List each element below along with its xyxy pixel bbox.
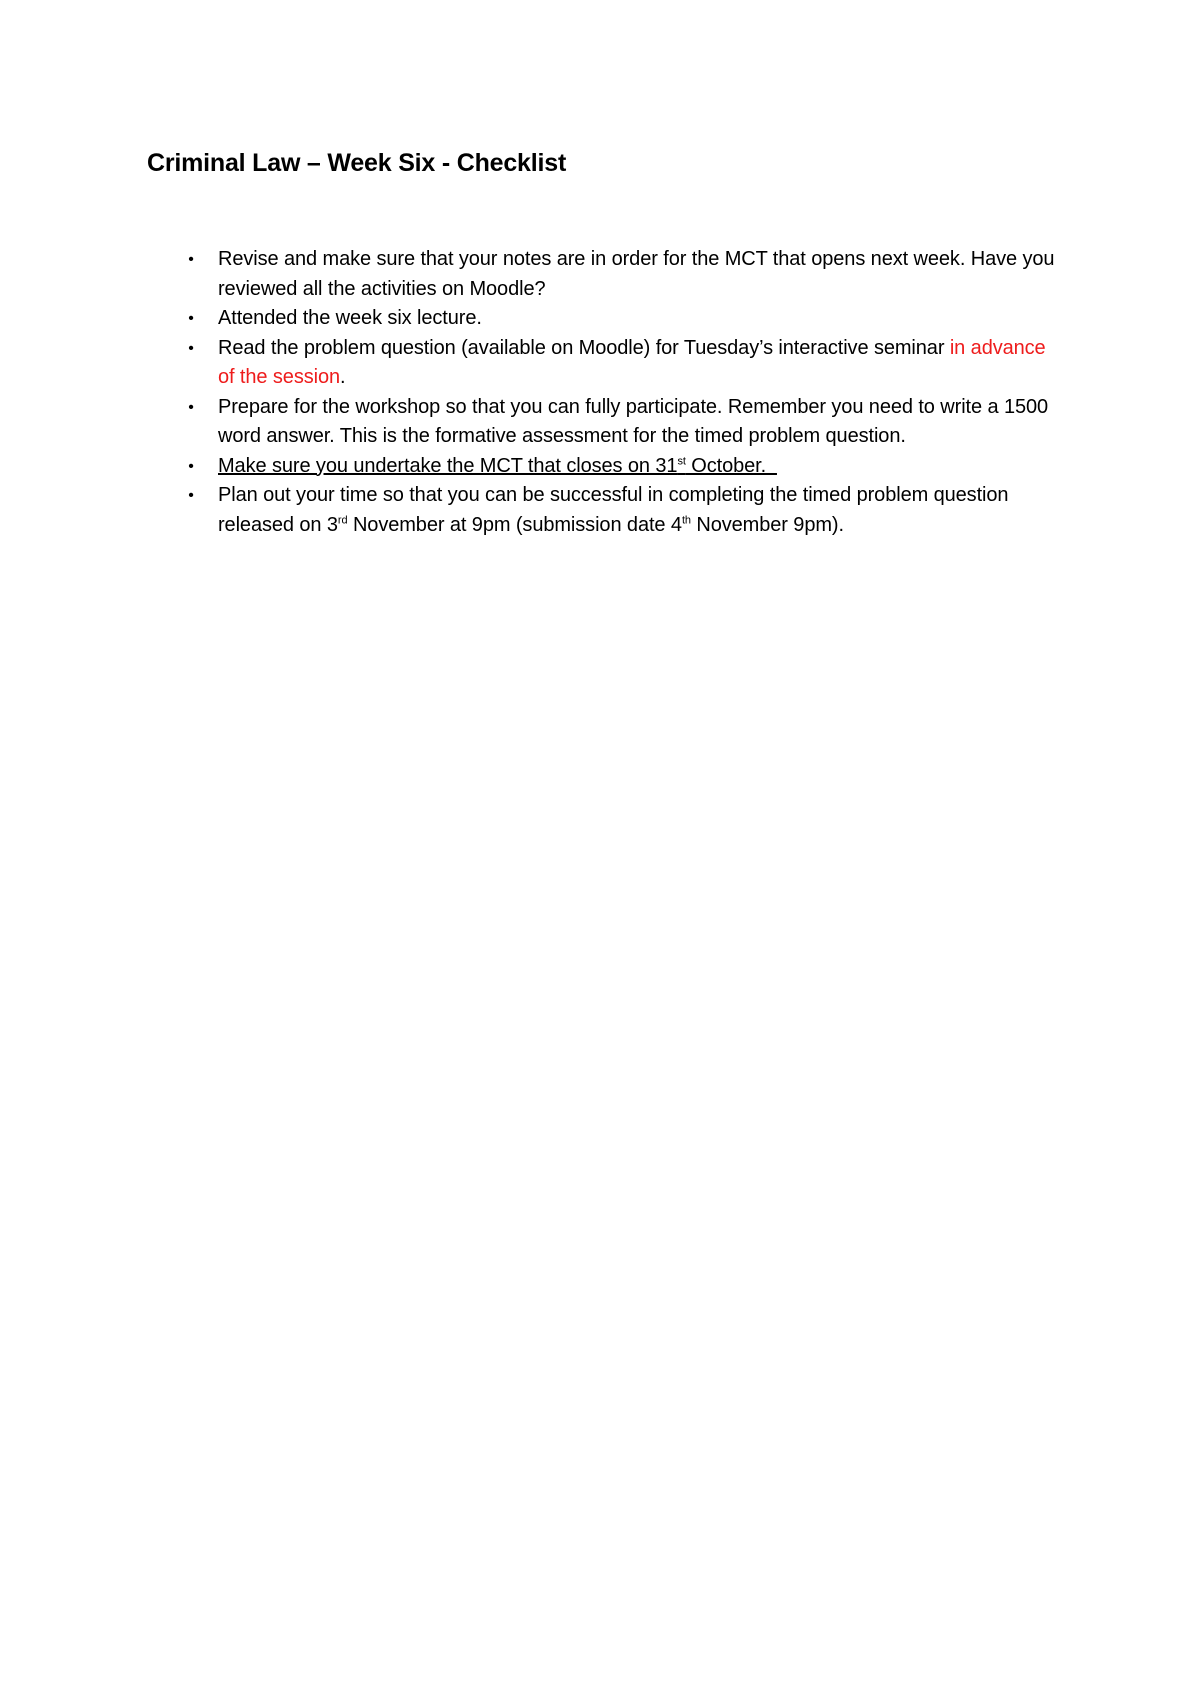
item-underlined-text bbox=[218, 455, 777, 477]
bullet-icon: • bbox=[188, 487, 194, 504]
checklist bbox=[0, 245, 1200, 540]
document-title: Criminal Law – Week Six - Checklist bbox=[147, 149, 567, 177]
checklist-item-mct-deadline bbox=[0, 452, 1058, 482]
ordinal-suffix: st bbox=[677, 454, 686, 467]
item-text-end: November 9pm). bbox=[690, 513, 844, 536]
checklist-item-workshop bbox=[0, 393, 1058, 452]
item-text-middle: November at 9pm (submission date 4 bbox=[347, 513, 682, 536]
checklist-item-problem-question bbox=[0, 334, 1058, 393]
item-text: Read the problem question (available on Moodle) for Tuesday’s interactive seminar bbox=[218, 336, 950, 359]
bullet-icon: • bbox=[188, 339, 194, 357]
item-text: Plan out your time so that you can be successful in completing the timed problem question released on 3 bbox=[218, 484, 1009, 536]
ordinal-suffix: th bbox=[681, 513, 691, 526]
bullet-icon: • bbox=[188, 251, 194, 268]
item-text: Make sure you undertake the MCT that closes on 31 bbox=[218, 454, 678, 477]
checklist-item-lecture bbox=[0, 304, 1058, 334]
ordinal-suffix: rd bbox=[337, 513, 348, 526]
bullet-icon: • bbox=[188, 398, 194, 416]
item-text: Revise and make sure that your notes are in order for the MCT that opens next week. Have you reviewed all the activities on Moodle? bbox=[218, 248, 1055, 300]
checklist-item-revise bbox=[0, 245, 1058, 304]
bullet-icon: • bbox=[188, 457, 194, 475]
item-text-end: . bbox=[340, 366, 346, 388]
item-emphasis-text: in advance of the session bbox=[218, 336, 1046, 388]
bullet-icon: • bbox=[188, 310, 194, 327]
item-text: Attended the week six lecture. bbox=[218, 307, 482, 329]
item-text-end: October. bbox=[685, 454, 777, 477]
checklist-item-plan-time bbox=[0, 481, 1058, 540]
item-text: Prepare for the workshop so that you can fully participate. Remember you need to write a 1500 word answer. This is the formative assessment for the timed problem question. bbox=[218, 395, 1049, 447]
